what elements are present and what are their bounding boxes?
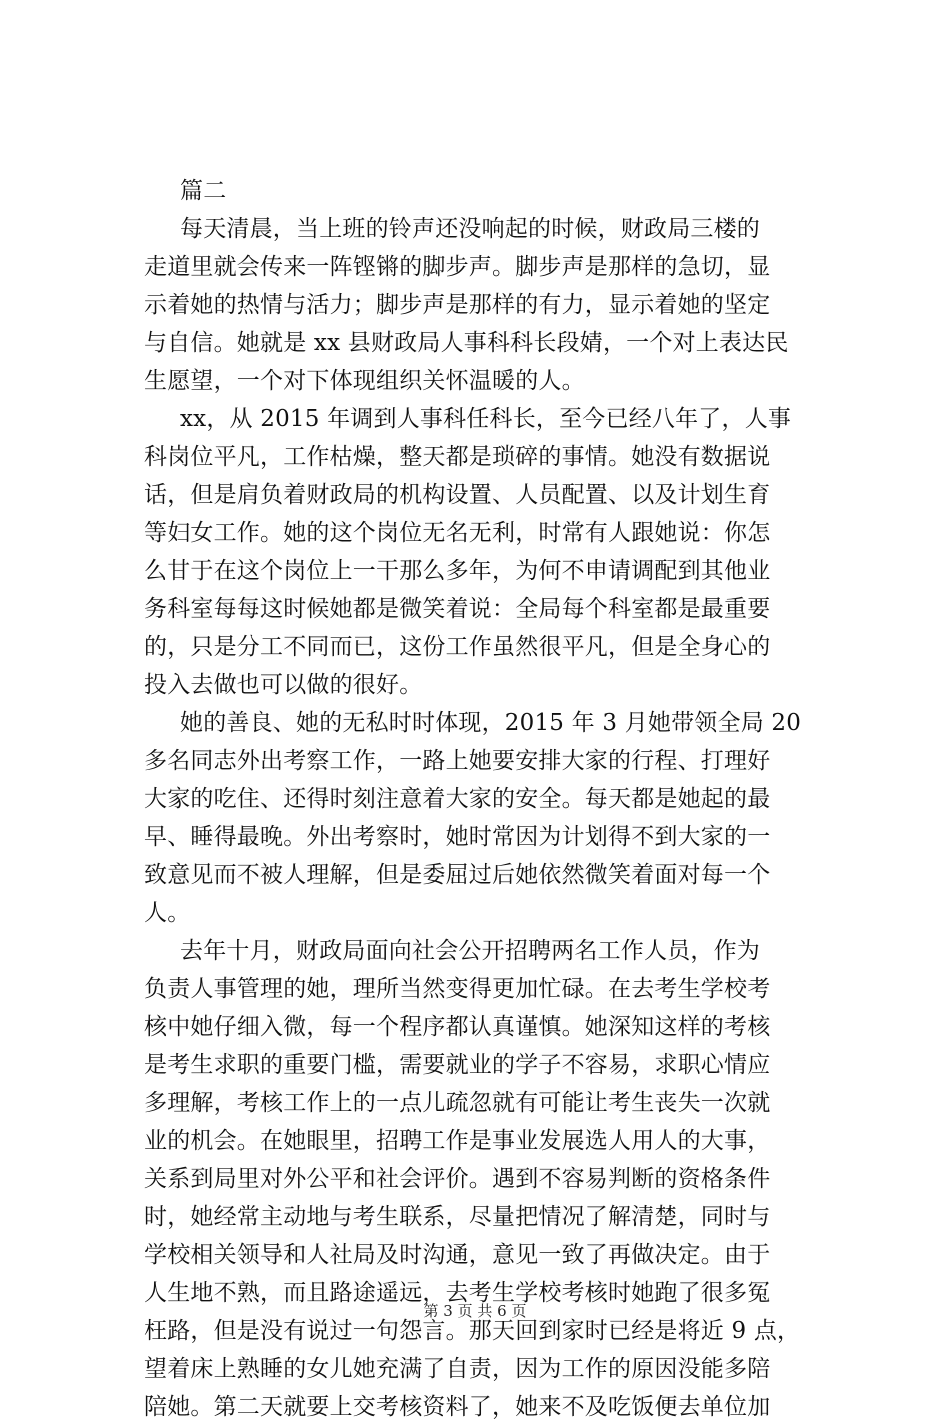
- paragraph-line: 核中她仔细入微，每一个程序都认真谨慎。她深知这样的考核: [144, 1014, 771, 1040]
- paragraph-line: 人生地不熟，而且路途遥远，去考生学校考核时她跑了很多冤: [144, 1280, 771, 1306]
- paragraph-line: 是考生求职的重要门槛，需要就业的学子不容易，求职心情应: [144, 1052, 771, 1078]
- paragraph-line: 致意见而不被人理解，但是委屈过后她依然微笑着面对每一个: [144, 862, 771, 888]
- paragraph-line: 去年十月，财政局面向社会公开招聘两名工作人员，作为: [180, 938, 760, 964]
- paragraph-line: 关系到局里对外公平和社会评价。遇到不容易判断的资格条件: [144, 1166, 771, 1192]
- paragraph-line: 望着床上熟睡的女儿她充满了自责，因为工作的原因没能多陪: [144, 1356, 771, 1382]
- paragraph-line: 学校相关领导和人社局及时沟通，意见一致了再做决定。由于: [144, 1242, 771, 1268]
- paragraph-line: 与自信。她就是 xx 县财政局人事科科长段婧，一个对上表达民: [144, 330, 789, 356]
- paragraph-line: 早、睡得最晚。外出考察时，她时常因为计划得不到大家的一: [144, 824, 771, 850]
- paragraph-line: xx，从 2015 年调到人事科任科长，至今已经八年了，人事: [180, 406, 792, 432]
- paragraph-line: 她的善良、她的无私时时体现，2015 年 3 月她带领全局 20: [180, 710, 802, 736]
- paragraph-line: 枉路，但是没有说过一句怨言。那天回到家时已经是将近 9 点，: [144, 1318, 801, 1344]
- section-heading: 篇二: [180, 178, 227, 204]
- paragraph-line: 多理解，考核工作上的一点儿疏忽就有可能让考生丧失一次就: [144, 1090, 771, 1116]
- paragraph-line: 等妇女工作。她的这个岗位无名无利，时常有人跟她说：你怎: [144, 520, 771, 546]
- paragraph-line: 务科室每每这时候她都是微笑着说：全局每个科室都是最重要: [144, 596, 771, 622]
- paragraph-line: 的，只是分工不同而已，这份工作虽然很平凡，但是全身心的: [144, 634, 771, 660]
- paragraph-line: 投入去做也可以做的很好。: [144, 672, 423, 698]
- paragraph-line: 大家的吃住、还得时刻注意着大家的安全。每天都是她起的最: [144, 786, 771, 812]
- paragraph-line: 示着她的热情与活力；脚步声是那样的有力，显示着她的坚定: [144, 292, 771, 318]
- paragraph-line: 走道里就会传来一阵铿锵的脚步声。脚步声是那样的急切，显: [144, 254, 771, 280]
- paragraph-line: 业的机会。在她眼里，招聘工作是事业发展选人用人的大事，: [144, 1128, 771, 1154]
- paragraph-line: 时，她经常主动地与考生联系，尽量把情况了解清楚，同时与: [144, 1204, 771, 1230]
- paragraph-line: 负责人事管理的她，理所当然变得更加忙碌。在去考生学校考: [144, 976, 771, 1002]
- page-number-footer: 第 3 页 共 6 页: [423, 1302, 527, 1320]
- paragraph-line: 生愿望，一个对下体现组织关怀温暖的人。: [144, 368, 585, 394]
- paragraph-line: 每天清晨，当上班的铃声还没响起的时候，财政局三楼的: [180, 216, 760, 242]
- paragraph-line: 人。: [144, 900, 191, 926]
- paragraph-line: 多名同志外出考察工作，一路上她要安排大家的行程、打理好: [144, 748, 771, 774]
- paragraph-line: 么甘于在这个岗位上一干那么多年，为何不申请调配到其他业: [144, 558, 771, 584]
- paragraph-line: 陪她。第二天就要上交考核资料了，她来不及吃饭便去单位加: [144, 1394, 771, 1420]
- document-body: [144, 172, 834, 1426]
- paragraph-line: 话，但是肩负着财政局的机构设置、人员配置、以及计划生育: [144, 482, 771, 508]
- paragraph-line: 科岗位平凡，工作枯燥，整天都是琐碎的事情。她没有数据说: [144, 444, 771, 470]
